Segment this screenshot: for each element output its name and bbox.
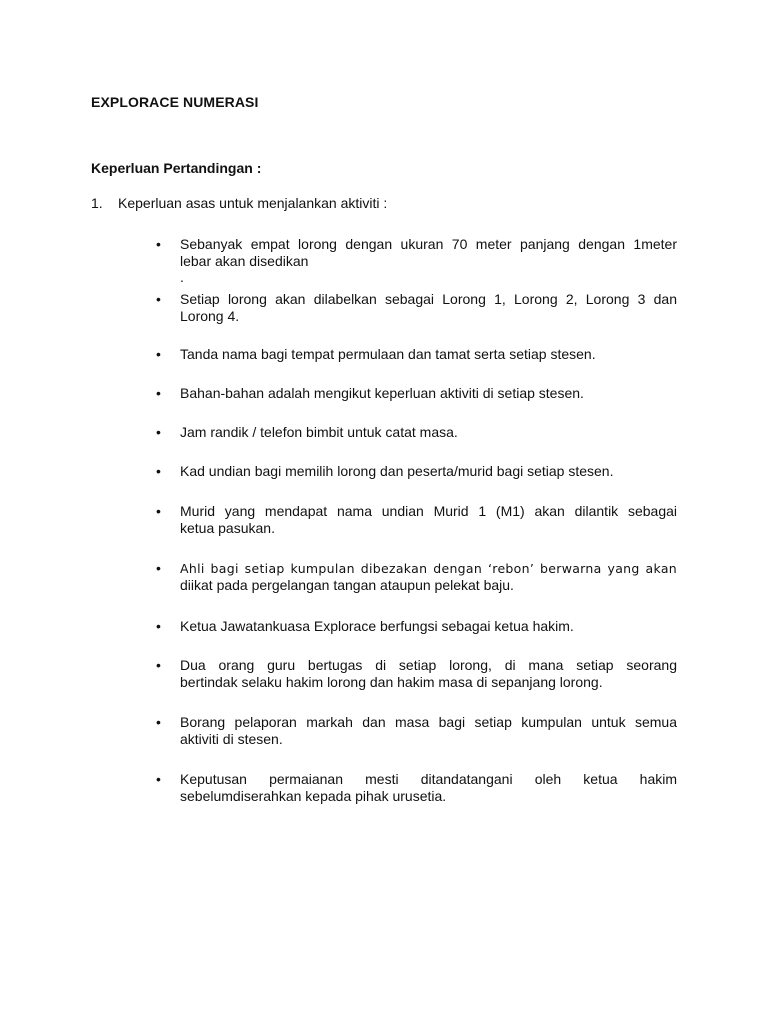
list-item-text: Sebanyak empat lorong dengan ukuran 70 meter panjang dengan 1meter — [180, 236, 677, 252]
list-item-text: Murid yang mendapat nama undian Murid 1 (M1) akan dilantik sebagai — [180, 503, 677, 519]
bullet-icon: • — [156, 618, 161, 634]
list-item — [156, 236, 677, 284]
bullet-icon: • — [156, 503, 161, 519]
item-text: Keperluan asas untuk menjalankan aktiviti : — [118, 195, 388, 211]
document-title: EXPLORACE NUMERASI — [91, 94, 259, 110]
bullet-icon: • — [156, 560, 161, 576]
list-item-text: Dua orang guru bertugas di setiap lorong, di mana setiap seorang — [180, 657, 677, 673]
list-item-text: bertindak selaku hakim lorong dan hakim masa di sepanjang lorong. — [180, 674, 603, 690]
list-item — [156, 424, 677, 441]
bullet-icon: • — [156, 463, 161, 479]
bullet-icon: • — [156, 385, 161, 401]
list-item-text: Setiap lorong akan dilabelkan sebagai Lorong 1, Lorong 2, Lorong 3 dan — [180, 291, 677, 307]
list-item-text: Ketua Jawatankuasa Explorace berfungsi sebagai ketua hakim. — [180, 618, 574, 634]
bullet-icon: • — [156, 291, 161, 307]
list-item-text: Keputusan permaianan mesti ditandatangani oleh ketua hakim — [180, 771, 677, 787]
bullet-icon: • — [156, 771, 161, 787]
list-item-text: . — [180, 269, 184, 285]
list-item — [156, 346, 677, 363]
list-item — [156, 771, 677, 805]
bullet-icon: • — [156, 236, 161, 252]
list-item-text: Lorong 4. — [180, 308, 240, 324]
list-item — [156, 618, 677, 635]
list-item-text: Borang pelaporan markah dan masa bagi setiap kumpulan untuk semua — [180, 714, 677, 730]
list-item-text: Bahan-bahan adalah mengikut keperluan aktiviti di setiap stesen. — [180, 385, 584, 401]
item-number: 1. — [91, 195, 103, 211]
bullet-icon: • — [156, 346, 161, 362]
list-item-text: lebar akan disedikan — [180, 253, 309, 269]
list-item-text: Jam randik / telefon bimbit untuk catat masa. — [180, 424, 458, 440]
list-item — [156, 714, 677, 748]
list-item — [156, 385, 677, 402]
list-item — [156, 503, 677, 537]
list-item — [156, 291, 677, 325]
numbered-item — [91, 195, 387, 211]
list-item — [156, 463, 677, 480]
bullet-icon: • — [156, 657, 161, 673]
bullet-icon: • — [156, 424, 161, 440]
list-item-text: diikat pada pergelangan tangan ataupun pelekat baju. — [180, 577, 514, 593]
list-item-text: Tanda nama bagi tempat permulaan dan tamat serta setiap stesen. — [180, 346, 596, 362]
list-item — [156, 560, 677, 594]
section-heading: Keperluan Pertandingan : — [91, 160, 262, 176]
list-item-text: Kad undian bagi memilih lorong dan peserta/murid bagi setiap stesen. — [180, 463, 614, 479]
bullet-icon: • — [156, 714, 161, 730]
list-item-text: Ahli bagi setiap kumpulan dibezakan dengan ‘rebon’ berwarna yang akan — [180, 561, 677, 576]
list-item — [156, 657, 677, 691]
list-item-text: sebelumdiserahkan kepada pihak urusetia. — [180, 788, 447, 804]
list-item-text: aktiviti di stesen. — [180, 731, 283, 747]
list-item-text: ketua pasukan. — [180, 520, 275, 536]
